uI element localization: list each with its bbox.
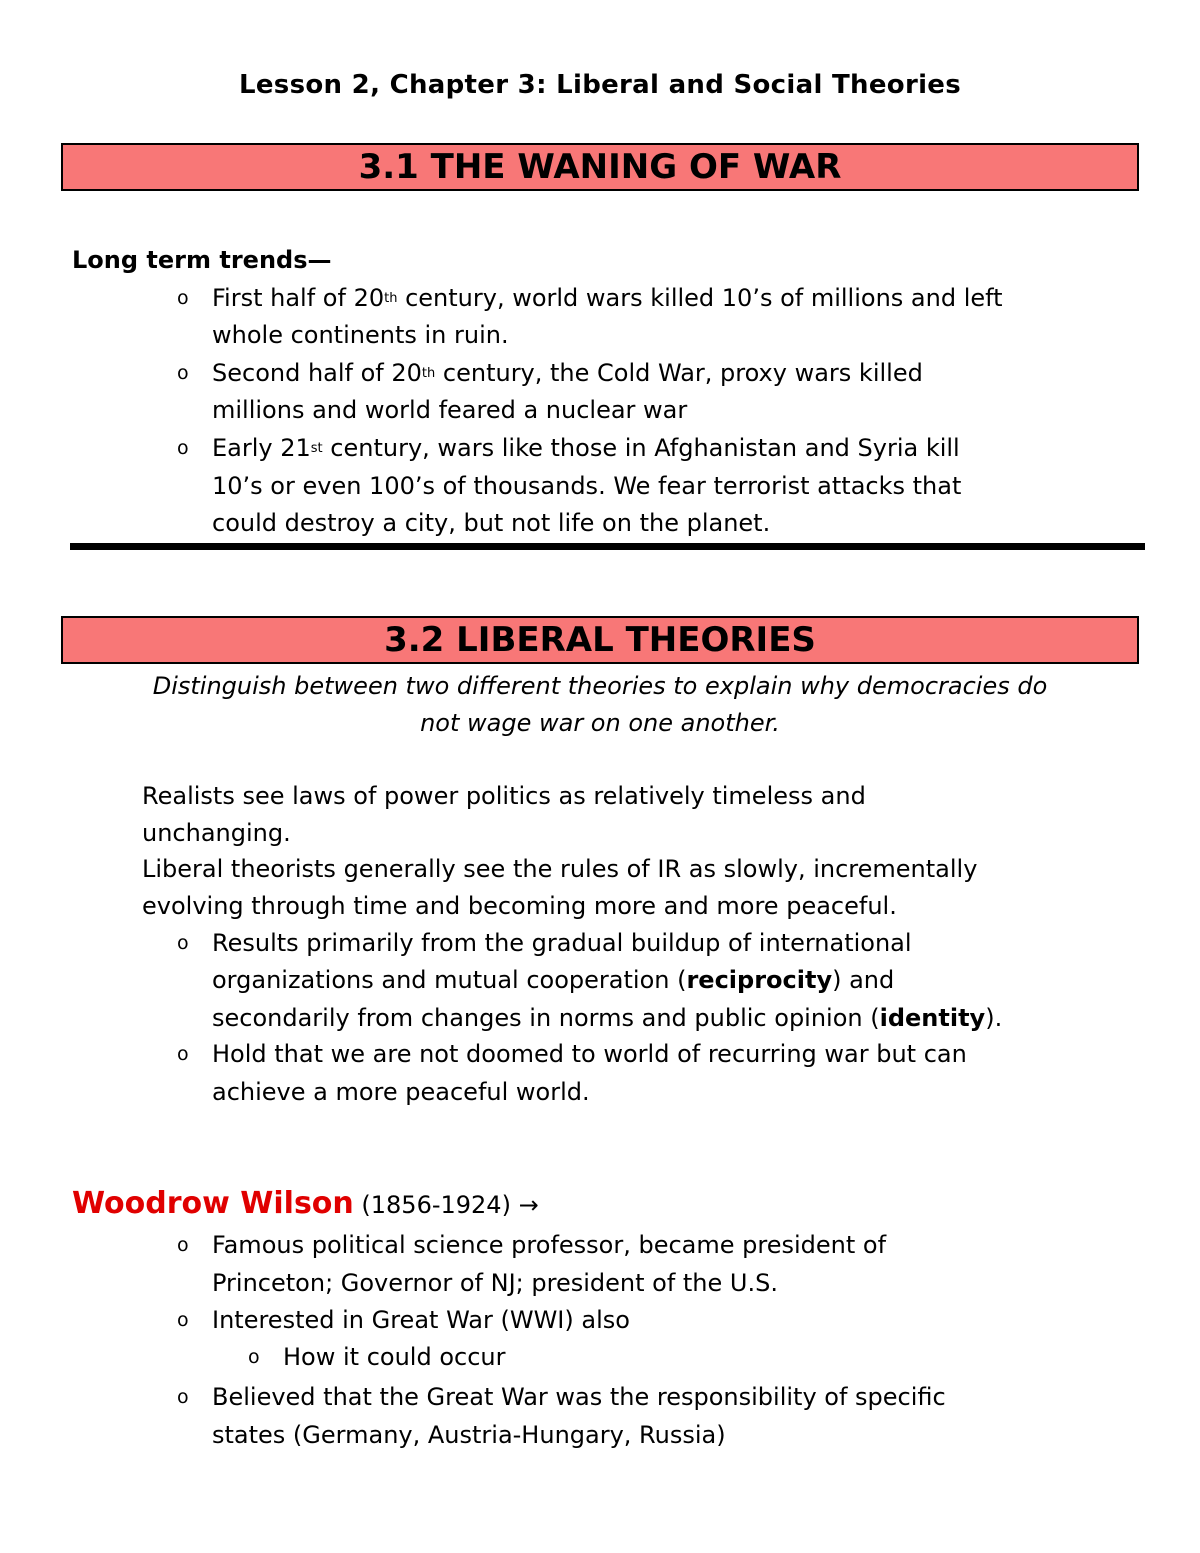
page-title: Lesson 2, Chapter 3: Liberal and Social Theories xyxy=(239,70,961,100)
bullet-marker: o xyxy=(177,1309,189,1331)
wilson-interested-line: Interested in Great War (WWI) also xyxy=(212,1306,630,1334)
wilson-name: Woodrow Wilson xyxy=(72,1186,354,1221)
results-line-1: Results primarily from the gradual buildup of international xyxy=(212,929,912,957)
wilson-believed-line-1: Believed that the Great War was the responsibility of specific xyxy=(212,1383,946,1411)
wilson-believed-line-2: states (Germany, Austria-Hungary, Russia) xyxy=(212,1421,726,1449)
hold-line-2: achieve a more peaceful world. xyxy=(212,1078,590,1106)
bullet-marker: o xyxy=(177,437,189,459)
trend-item-3-line-2: 10’s or even 100’s of thousands. We fear terrorist attacks that xyxy=(212,472,962,500)
trend-item-1-line-2: whole continents in ruin. xyxy=(212,321,509,349)
intro-line-2: not wage war on one another. xyxy=(420,709,780,737)
wilson-famous-line-2: Princeton; Governor of NJ; president of the U.S. xyxy=(212,1269,778,1297)
wilson-heading: Woodrow Wilson (1856-1924) → xyxy=(72,1186,539,1221)
trend-item-2-line-2: millions and world feared a nuclear war xyxy=(212,396,688,424)
trend-item-3-line-1: Early 21st century, wars like those in Afghanistan and Syria kill xyxy=(212,434,960,462)
results-line-2: organizations and mutual cooperation (reciprocity) and xyxy=(212,966,895,994)
bullet-marker: o xyxy=(248,1346,260,1368)
bullet-marker: o xyxy=(177,1234,189,1256)
section-banner-3-1: 3.1 THE WANING OF WAR xyxy=(61,143,1139,191)
bullet-marker: o xyxy=(177,1043,189,1065)
realists-line-2: unchanging. xyxy=(142,819,291,847)
long-term-trends-label: Long term trends— xyxy=(72,246,332,274)
reciprocity-term: reciprocity xyxy=(686,966,833,994)
bullet-marker: o xyxy=(177,1386,189,1408)
results-line-3: secondarily from changes in norms and public opinion (identity). xyxy=(212,1004,1003,1032)
section-divider xyxy=(70,543,1145,550)
trend-item-3-line-3: could destroy a city, but not life on the planet. xyxy=(212,509,771,537)
intro-line-1: Distinguish between two different theories to explain why democracies do xyxy=(152,672,1048,700)
liberal-line-2: evolving through time and becoming more and more peaceful. xyxy=(142,892,897,920)
section-banner-3-2: 3.2 LIBERAL THEORIES xyxy=(61,616,1139,664)
wilson-famous-line-1: Famous political science professor, became president of xyxy=(212,1231,887,1259)
hold-line-1: Hold that we are not doomed to world of recurring war but can xyxy=(212,1040,967,1068)
bullet-marker: o xyxy=(177,287,189,309)
arrow-right-icon: → xyxy=(518,1191,539,1219)
wilson-how-line: How it could occur xyxy=(283,1343,506,1371)
bullet-marker: o xyxy=(177,362,189,384)
realists-line-1: Realists see laws of power politics as relatively timeless and xyxy=(142,782,866,810)
bullet-marker: o xyxy=(177,932,189,954)
identity-term: identity xyxy=(879,1004,986,1032)
trend-item-1-line-1: First half of 20th century, world wars killed 10’s of millions and left xyxy=(212,284,1003,312)
trend-item-2-line-1: Second half of 20th century, the Cold War, proxy wars killed xyxy=(212,359,923,387)
liberal-line-1: Liberal theorists generally see the rules of IR as slowly, incrementally xyxy=(142,855,978,883)
